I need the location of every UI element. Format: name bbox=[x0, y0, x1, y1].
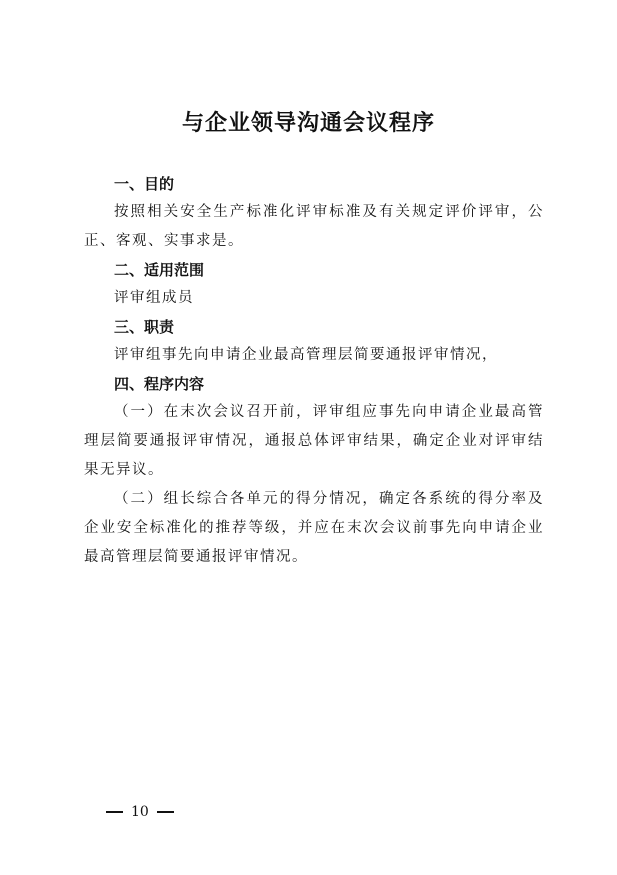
section-duties bbox=[84, 313, 544, 370]
section-heading: 二、适用范围 bbox=[114, 261, 205, 279]
section-heading: 三、职责 bbox=[114, 318, 175, 336]
section-paragraph: 评审组事先向申请企业最高管理层简要通报评审情况， bbox=[114, 347, 498, 363]
section-purpose bbox=[84, 170, 544, 256]
section-paragraph: （二）组长综合各单元的得分情况，确定各系统的得分率及企业安全标准化的推荐等级，并应在末次会议前事先向申请企业最高管理层简要通报评审情况。 bbox=[84, 491, 544, 565]
footer-dash-left bbox=[106, 811, 123, 813]
section-paragraph: 评审组成员 bbox=[114, 290, 194, 306]
document-body bbox=[84, 170, 544, 572]
footer-dash-right bbox=[157, 811, 174, 813]
section-procedure bbox=[84, 370, 544, 572]
section-scope bbox=[84, 256, 544, 313]
document-title: 与企业领导沟通会议程序 bbox=[181, 111, 435, 136]
section-heading: 四、程序内容 bbox=[114, 375, 205, 393]
section-heading: 一、目的 bbox=[114, 175, 175, 193]
section-paragraph: 按照相关安全生产标准化评审标准及有关规定评价评审，公正、客观、实事求是。 bbox=[84, 204, 544, 249]
page-number: 10 bbox=[131, 804, 149, 820]
section-paragraph: （一）在末次会议召开前，评审组应事先向申请企业最高管理层简要通报评审情况，通报总体评审结果，确定企业对评审结果无异议。 bbox=[84, 404, 544, 478]
page-footer bbox=[106, 804, 174, 820]
